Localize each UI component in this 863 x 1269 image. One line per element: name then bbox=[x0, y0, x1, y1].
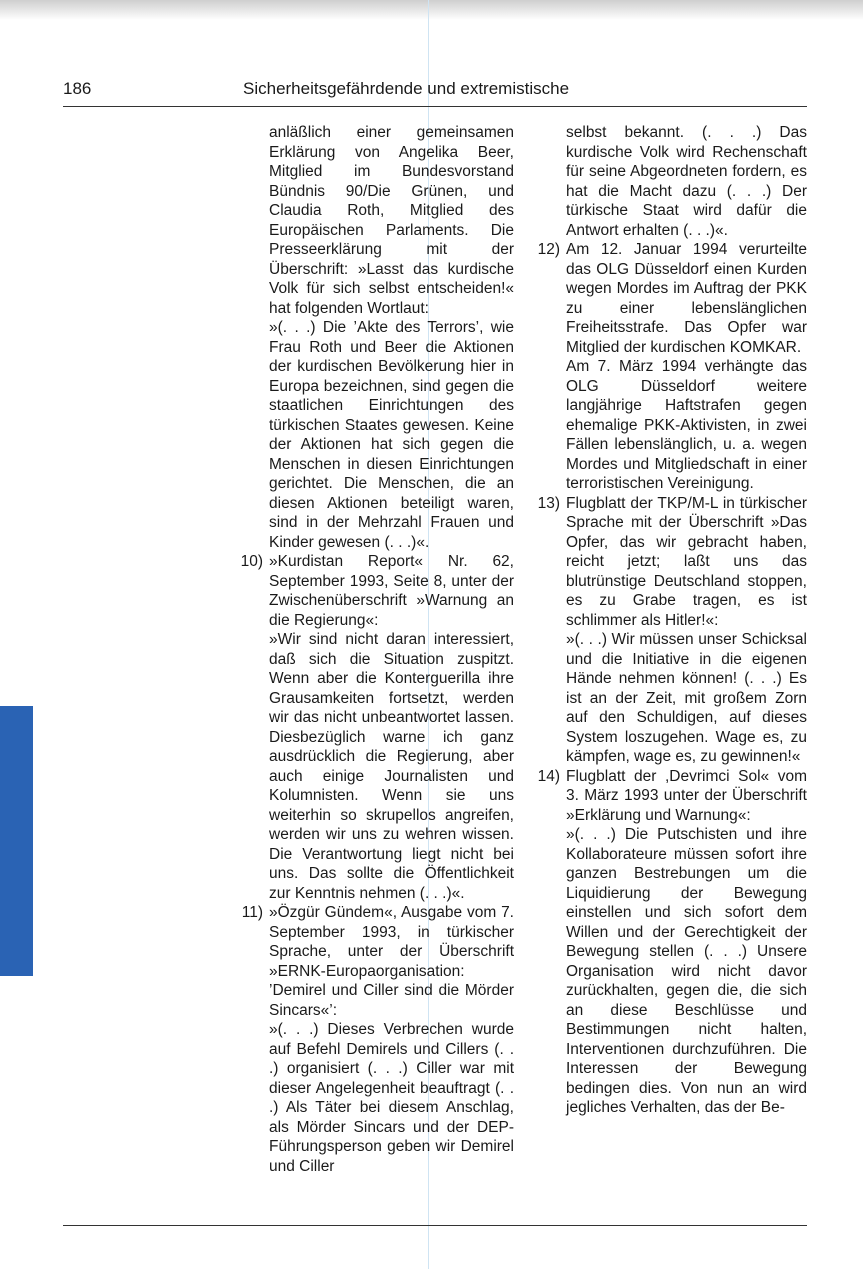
list-item-10 bbox=[232, 552, 514, 903]
item-source: Flugblatt der ,Devrimci Sol« vom 3. März 1993 unter der Überschrift »Erklärung und Warnung«: bbox=[566, 767, 807, 824]
list-item-13 bbox=[529, 494, 807, 767]
list-item-12 bbox=[529, 240, 807, 494]
item-paragraph: Am 7. März 1994 verhängte das OLG Düsseldorf weitere langjährige Haftstrafen gegen ehemalige PKK-Aktivisten, in zwei Fällen lebenslänglich, u. a. wegen Mordes und Mitgliedschaft in einer terroristischen Vereinigung. bbox=[566, 358, 807, 492]
intro-quote: »(. . .) Die ’Akte des Terrors’, wie Frau Roth und Beer die Aktionen der kurdischen Bevölkerung hier in Europa bezeichnen, sind gegen die staatlichen Einrichtungen des türkischen Staates gewesen. Keine der Aktionen hat sich gegen die Menschen in diesen Einrichtungen gerichtet. Die Menschen, die an diesen Aktionen beteiligt waren, sind in der Mehrzahl Frauen und Kinder gewesen (. . .)«. bbox=[269, 319, 514, 551]
left-column bbox=[232, 123, 514, 1176]
running-head: Sicherheitsgefährdende und extremistische bbox=[243, 79, 570, 98]
item-quote: »(. . .) Die Putschisten und ihre Kollaborateure müssen sofort ihre ganzen Bestrebungen um die Liquidierung der Bewegung einstellen und sich sofort dem Willen und der Gerechtigkeit der Bewegung stellen (. . .) Unsere Organisation wird nicht davor zurückhalten, gegen die, die sich an diese Beschlüsse und Bestimmungen nicht halten, Interventionen durchzuführen. Die Interessen der Bewegung bedingen dies. Von nun an wird jegliches Verhalten, das der Be- bbox=[566, 826, 807, 1116]
continuation-paragraph: selbst bekannt. (. . .) Das kurdische Volk wird Rechenschaft für seine Abgeordneten fordern, es hat die Macht dazu (. . .) Der türkische Staat wird dafür die Antwort erhalten (. . .)«. bbox=[566, 124, 807, 239]
item-quote: »Wir sind nicht daran interessiert, daß sich die Situation zuspitzt. Wenn aber die Konterguerilla ihre Grausamkeiten fortsetzt, werden wir das nicht unbeantwortet lassen. Diesbezüglich warne ich ganz ausdrücklich die Regierung, aber auch einige Journalisten und Kolumnisten. Wenn sie uns weiterhin so skrupellos angreifen, werden wir uns zu wehren wissen. Die Verantwortung liegt nicht bei uns. Das sollte die Öffentlichkeit zur Kenntnis nehmen (. . .)«. bbox=[269, 631, 514, 902]
item-paragraph: Am 12. Januar 1994 verurteilte das OLG Düsseldorf einen Kurden wegen Mordes im Auftrag der PKK zu einer lebenslänglichen Freiheitsstrafe. Das Opfer war Mitglied der kurdischen KOMKAR. bbox=[566, 241, 807, 356]
item-number: 11) bbox=[241, 904, 263, 921]
list-item-14 bbox=[529, 767, 807, 1118]
list-item-11 bbox=[232, 903, 514, 1176]
item-quote: »(. . .) Wir müssen unser Schicksal und die Initiative in die eigenen Hände nehmen können! (. . .) Es ist an der Zeit, mit großem Zorn auf den Schuldigen, auf dieses System loszugehen. Wage es, zu kämpfen, wage es, zu gewinnen!« bbox=[566, 631, 807, 765]
header-rule bbox=[63, 106, 807, 107]
item-quote: »(. . .) Dieses Verbrechen wurde auf Befehl Demirels und Cillers (. . .) organisiert (. . .) Ciller war mit dieser Angelegenheit beauftragt (. . .) Als Täter bei diesem Anschlag, als Mörder Sincars und der DEP-Führungsperson geben wir Demirel und Ciller bbox=[269, 1021, 514, 1175]
item-source: »Özgür Gündem«, Ausgabe vom 7. September 1993, in türkischer Sprache, unter der Überschrift »ERNK-Europaorganisation: ’Demirel und Ciller sind die Mörder Sincars«’: bbox=[269, 904, 514, 1019]
item-number: 10) bbox=[240, 553, 263, 570]
footer-rule bbox=[63, 1225, 807, 1226]
scan-top-shadow bbox=[0, 0, 863, 20]
item-source: Flugblatt der TKP/M-L in türkischer Sprache mit der Überschrift »Das Opfer, das wir gebracht haben, reicht jetzt; laßt uns das blutrünstige Deutschland stoppen, es zu Grabe tragen, es ist schlimmer als Hitler!«: bbox=[566, 494, 807, 629]
page-number: 186 bbox=[63, 79, 92, 98]
item-number: 12) bbox=[537, 241, 560, 258]
right-column bbox=[529, 123, 807, 1118]
item-number: 13) bbox=[537, 494, 560, 512]
item-source: »Kurdistan Report« Nr. 62, September 1993, Seite 8, unter der Zwischenüberschrift »Warnung an die Regierung«: bbox=[269, 553, 514, 629]
intro-paragraph: anläßlich einer gemeinsamen Erklärung von Angelika Beer, Mitglied im Bundesvorstand Bündnis 90/Die Grünen, und Claudia Roth, Mitglied des Europäischen Parlaments. Die Presseerklärung mit der Überschrift: »Lasst das kurdische Volk für sich selbst entscheiden!« hat folgenden Wortlaut: bbox=[269, 124, 514, 317]
item-number: 14) bbox=[537, 767, 560, 785]
chapter-thumb-tab bbox=[0, 706, 33, 976]
